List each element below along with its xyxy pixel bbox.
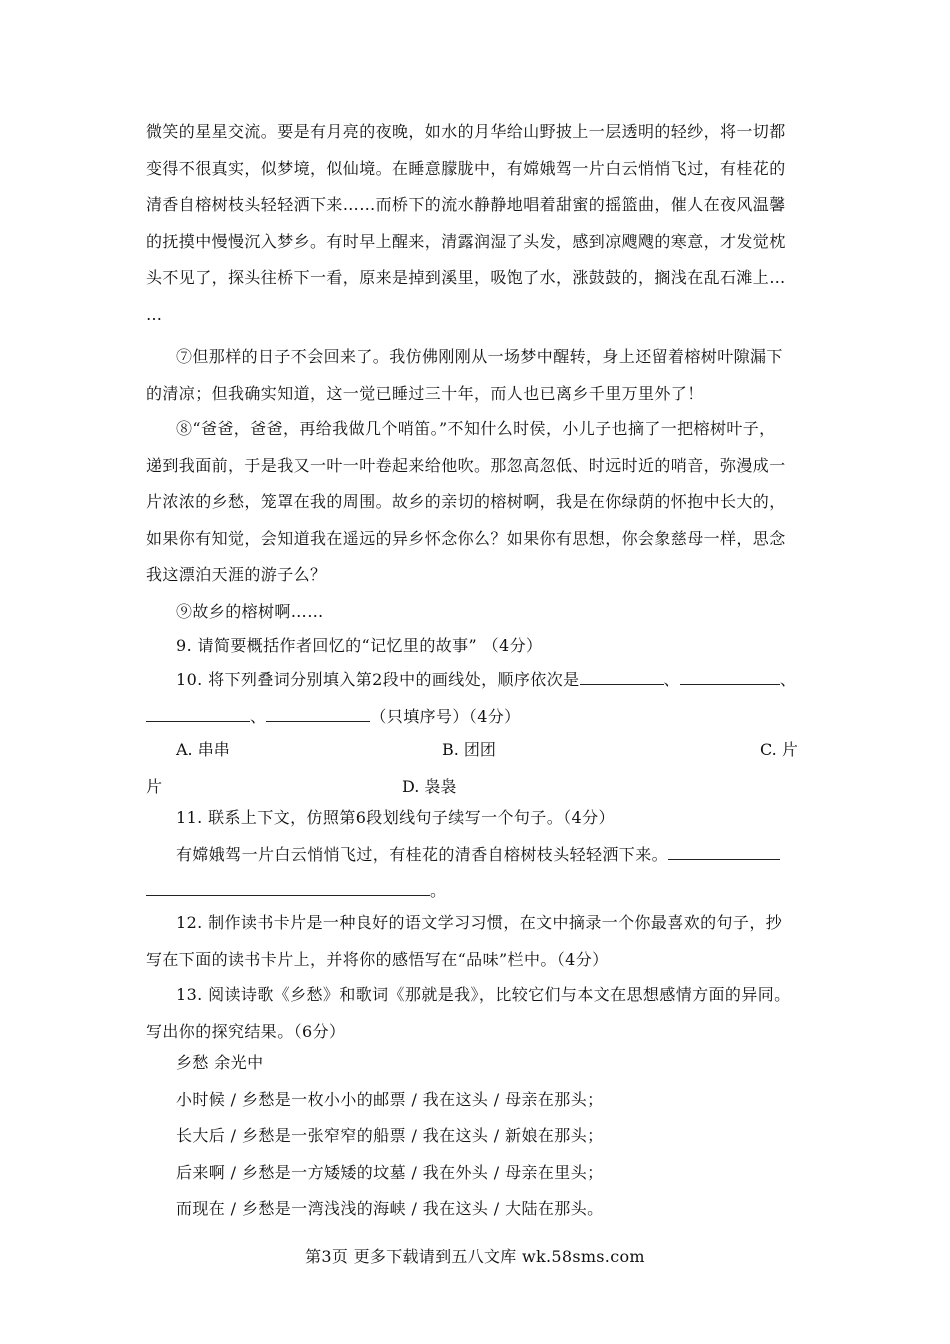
question-text: 10. 将下列叠词分别填入第2段中的画线处，顺序依次是 、 、 <box>146 662 816 699</box>
answer-blank-3[interactable] <box>146 701 250 722</box>
question-13 <box>146 977 816 1050</box>
option-c: C. 片 <box>760 740 798 759</box>
question-10 <box>146 662 816 735</box>
text-line: 我这漂泊天涯的游子么？ <box>146 565 327 584</box>
question-text: 11. 联系上下文，仿照第6段划线句子续写一个句子。（4分） <box>176 808 615 827</box>
poem-line: 长大后 / 乡愁是一张窄窄的船票 / 我在这头 / 新娘在那头； <box>176 1126 604 1145</box>
question-text: 、 （只填序号）（4分） <box>146 699 816 736</box>
text-line: ⑨故乡的榕树啊…… <box>176 602 324 621</box>
answer-blank-1[interactable] <box>580 664 664 685</box>
page-footer: 第3页 更多下载请到五八文库 wk.58sms.com <box>305 1247 645 1266</box>
poem-line: 后来啊 / 乡愁是一方矮矮的坟墓 / 我在外头 / 母亲在里头； <box>176 1162 604 1182</box>
poem-title: 乡愁 余光中 <box>176 1053 264 1072</box>
text-line: 微笑的星星交流。要是有月亮的夜晚，如水的月华给山野披上一层透明的轻纱，将一切都 <box>146 122 786 141</box>
paragraph-7 <box>146 339 816 412</box>
paragraph-9 <box>146 594 816 631</box>
text-line: ⑧“爸爸，爸爸，再给我做几个哨笛。”不知什么时侯，小儿子也摘了一把榕树叶子， <box>176 419 776 438</box>
question-12 <box>146 905 816 978</box>
question-11 <box>146 800 816 910</box>
option-a: A. 串串 <box>176 740 230 759</box>
answer-blank-6[interactable] <box>146 875 430 896</box>
text-line: 的抚摸中慢慢沉入梦乡。有时早上醒来，清露润湿了头发，感到凉飕飕的寒意，才发觉枕 <box>146 231 786 251</box>
text-line: 的清凉；但我确实知道，这一觉已睡过三十年，而人也已离乡千里万里外了！ <box>146 383 704 403</box>
text-line: 变得不很真实，似梦境，似仙境。在睡意朦胧中，有嫦娥驾一片白云悄悄飞过，有桂花的 <box>146 158 786 178</box>
text-line: 如果你有知觉，会知道我在遥远的异乡怀念你么？如果你有思想，你会象慈母一样，思念 <box>146 528 786 548</box>
paragraph-6 <box>146 114 816 333</box>
text-line: 递到我面前，于是我又一叶一叶卷起来给他吹。那忽高忽低、时远时近的哨音，弥漫成一 <box>146 455 786 475</box>
question-text: 写在下面的读书卡片上，并将你的感悟写在“品味”栏中。（4分） <box>146 949 609 969</box>
answer-blank-5[interactable] <box>668 839 780 860</box>
question-text: 写出你的探究结果。（6分） <box>146 1021 346 1041</box>
question-text: 13. 阅读诗歌《乡愁》和歌词《那就是我》，比较它们与本文在思想感情方面的异同。 <box>176 985 791 1004</box>
paragraph-8 <box>146 411 816 594</box>
text-line: 清香自榕树枝头轻轻洒下来……而桥下的流水静静地唱着甜蜜的摇篮曲，催人在夜风温馨 <box>146 195 786 214</box>
text-line: ⑦但那样的日子不会回来了。我仿佛刚刚从一场梦中醒转，身上还留着榕树叶隙漏下 <box>176 347 783 366</box>
option-c-continued: 片 <box>146 777 163 796</box>
option-b: B. 团团 <box>442 740 496 759</box>
text-line: 片浓浓的乡愁，笼罩在我的周围。故乡的亲切的榕树啊，我是在你绿荫的怀抱中长大的， <box>146 492 786 511</box>
question-text: 9. 请简要概括作者回忆的“记忆里的故事” （4分） <box>176 636 543 655</box>
question-text: 有嫦娥驾一片白云悄悄飞过，有桂花的清香自榕树枝头轻轻洒下来。 <box>146 837 816 874</box>
poem-line: 小时候 / 乡愁是一枚小小的邮票 / 我在这头 / 母亲在那头； <box>176 1089 604 1109</box>
question-text: 。 <box>146 873 816 910</box>
text-line: 头不见了，探头往桥下一看，原来是掉到溪里，吸饱了水，涨鼓鼓的，搁浅在乱石滩上… <box>146 268 786 287</box>
question-9 <box>146 628 816 665</box>
text-line: … <box>146 304 163 324</box>
question-text: 12. 制作读书卡片是一种良好的语文学习习惯，在文中摘录一个你最喜欢的句子，抄 <box>176 913 783 932</box>
answer-blank-2[interactable] <box>680 664 780 685</box>
answer-blank-4[interactable] <box>266 701 370 722</box>
poem <box>146 1045 816 1228</box>
poem-line: 而现在 / 乡愁是一湾浅浅的海峡 / 我在这头 / 大陆在那头。 <box>176 1199 604 1218</box>
option-d: D. 袅袅 <box>402 777 457 796</box>
